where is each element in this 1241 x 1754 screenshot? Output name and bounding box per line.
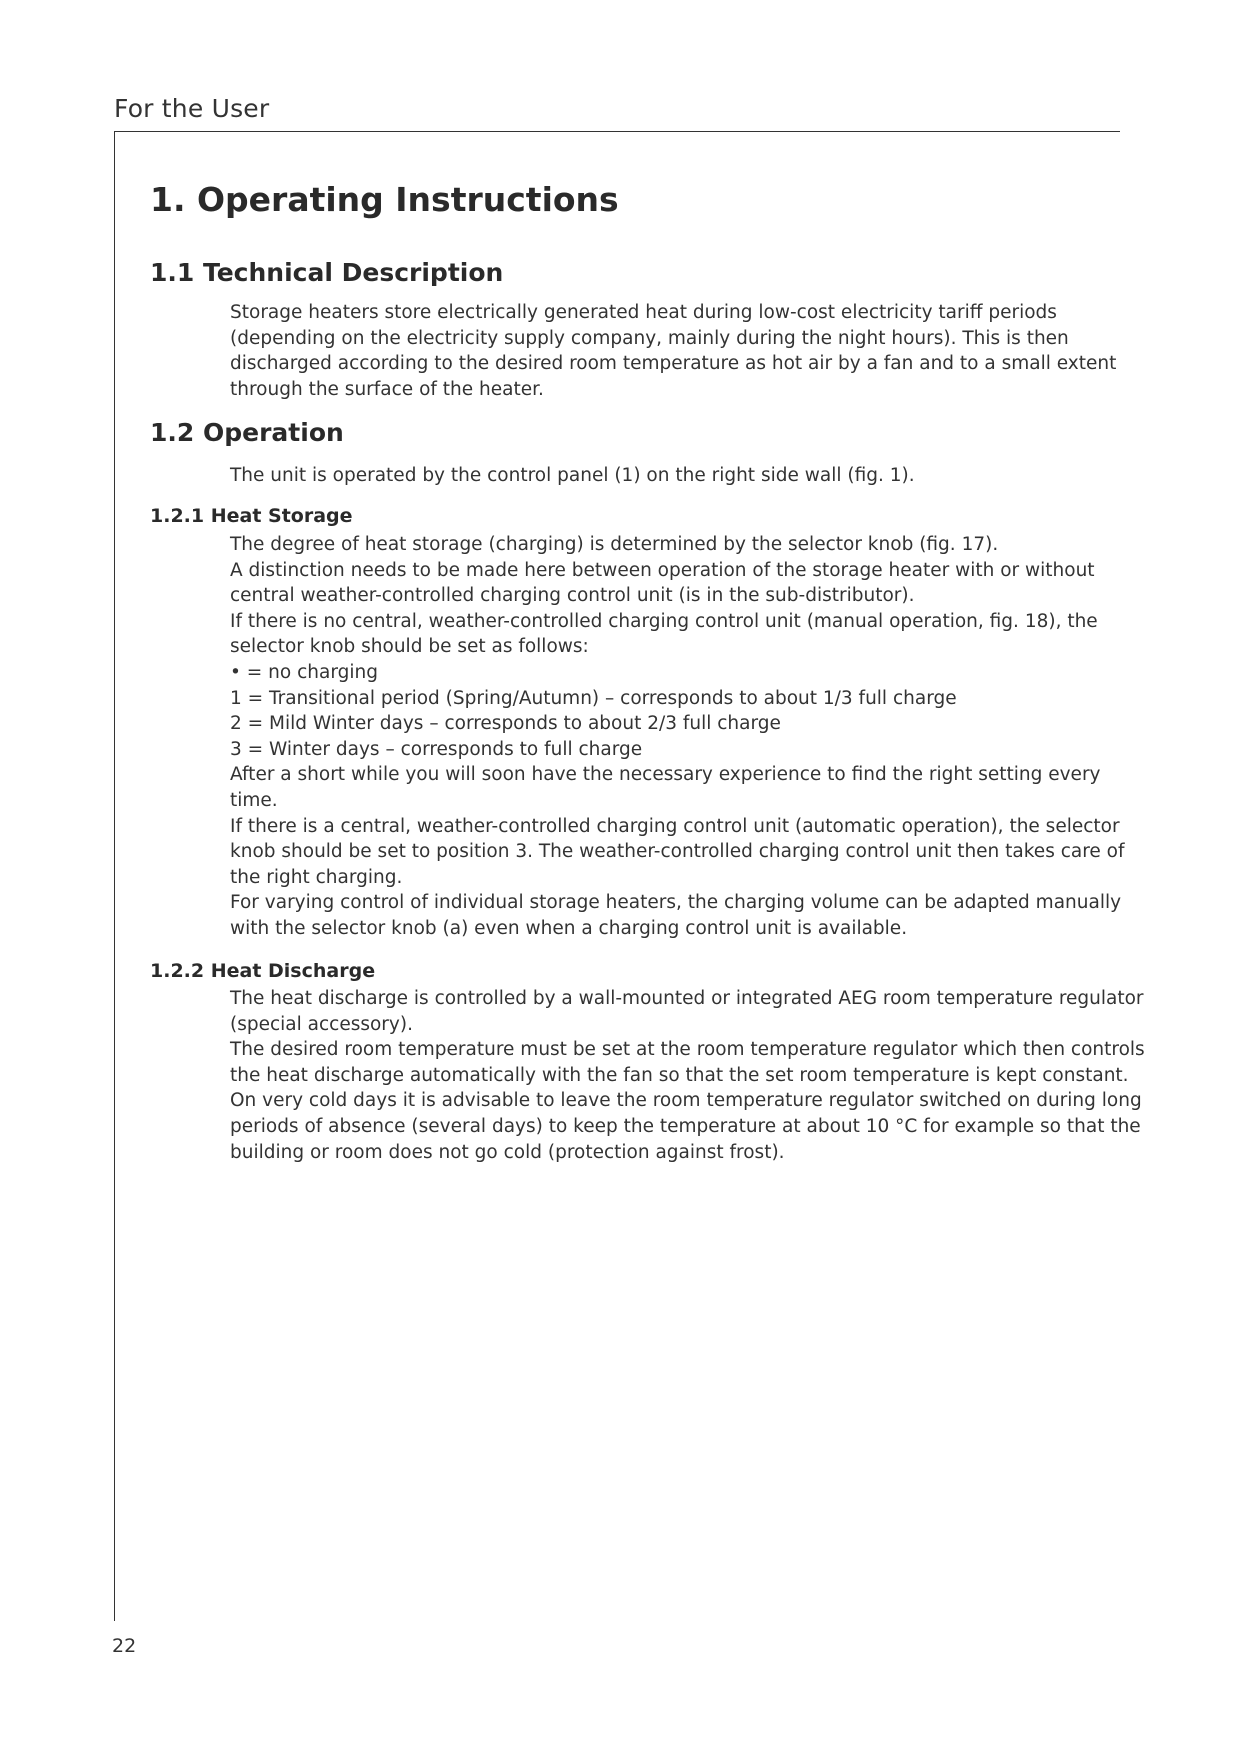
subsection-heading-heat-discharge: 1.2.2 Heat Discharge [150,960,376,982]
text-line: For varying control of individual storage heaters, the charging volume can be adapted manually [230,892,1122,914]
chapter-title: 1. Operating Instructions [150,180,619,219]
page-header-title: For the User [114,94,270,123]
text-line: (depending on the electricity supply company, mainly during the night hours). This is then [230,327,1069,349]
text-line: central weather-controlled charging control unit (is in the sub-distributor). [230,585,915,607]
section-body-technical-description [230,300,1130,402]
text-line: If there is no central, weather-controlled charging control unit (manual operation, fig. 18), the [230,610,1098,632]
section-heading-operation: 1.2 Operation [150,418,344,447]
page-number: 22 [112,1635,137,1657]
text-line: (special accessory). [230,1013,413,1035]
list-item: 1 = Transitional period (Spring/Autumn) – corresponds to about 1/3 full charge [230,687,957,709]
text-line: The desired room temperature must be set at the room temperature regulator which then controls [230,1039,1145,1061]
section-heading-technical-description: 1.1 Technical Description [150,258,504,287]
header-rule [114,131,1120,132]
text-line: discharged according to the desired room temperature as hot air by a fan and to a small extent [230,353,1117,375]
text-line: through the surface of the heater. [230,378,544,400]
text-line: periods of absence (several days) to keep the temperature at about 10 °C for example so that the [230,1115,1141,1137]
text-line: Storage heaters store electrically generated heat during low-cost electricity tariff periods [230,302,1057,323]
text-line: selector knob should be set as follows: [230,636,589,658]
subsection-heading-heat-storage: 1.2.1 Heat Storage [150,505,353,527]
text-line: After a short while you will soon have the necessary experience to find the right setting every [230,764,1101,786]
subsection-body-heat-storage [230,532,1130,942]
list-item: 2 = Mild Winter days – corresponds to about 2/3 full charge [230,713,781,735]
text-line: The unit is operated by the control panel (1) on the right side wall (fig. 1). [230,465,915,486]
text-line: A distinction needs to be made here between operation of the storage heater with or without [230,559,1095,581]
text-line: the right charging. [230,866,403,888]
text-line: knob should be set to position 3. The weather-controlled charging control unit then takes care of [230,841,1125,863]
side-rule [114,131,115,1621]
text-line: time. [230,789,278,811]
text-line: On very cold days it is advisable to leave the room temperature regulator switched on during long [230,1090,1142,1112]
text-line: with the selector knob (a) even when a charging control unit is available. [230,917,908,939]
text-line: The degree of heat storage (charging) is determined by the selector knob (fig. 17). [230,534,999,555]
subsection-body-heat-discharge [230,986,1145,1165]
list-item: 3 = Winter days – corresponds to full charge [230,738,643,760]
list-item: • = no charging [230,661,378,683]
text-line: The heat discharge is controlled by a wall-mounted or integrated AEG room temperature regulator [230,988,1144,1009]
section-body-operation [230,463,1130,489]
text-line: If there is a central, weather-controlled charging control unit (automatic operation), the selector [230,815,1120,837]
text-line: the heat discharge automatically with the fan so that the set room temperature is kept constant. [230,1064,1129,1086]
text-line: building or room does not go cold (protection against frost). [230,1141,785,1163]
